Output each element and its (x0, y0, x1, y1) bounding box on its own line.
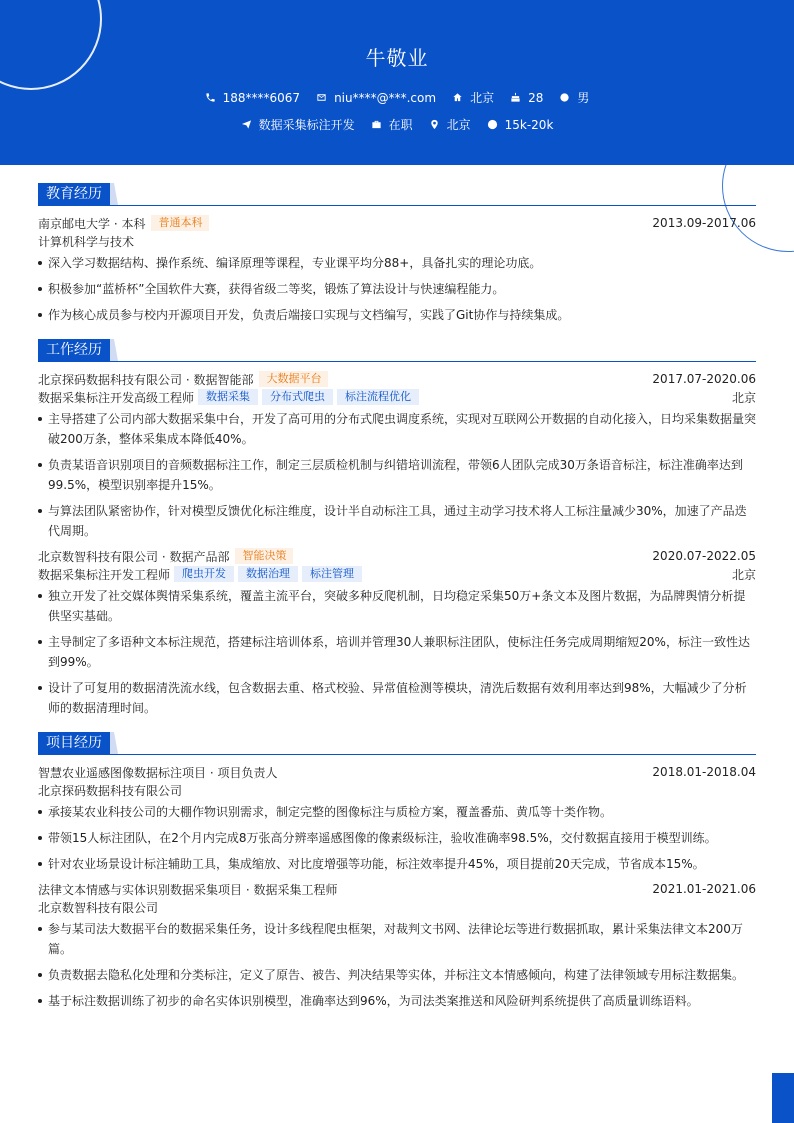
contact-row (0, 89, 794, 106)
company-name: 北京数智科技有限公司 · 数据产品部 (38, 549, 230, 564)
company-name: 北京探码数据科技有限公司 · 数据智能部 (38, 372, 254, 387)
location-text: 北京 (446, 118, 471, 132)
project-bullets (38, 919, 756, 1011)
list-item: 积极参加“蓝桥杯”全国软件大赛，获得省级二等奖，锻炼了算法设计与快速编程能力。 (38, 279, 756, 299)
position-text: 数据采集标注开发 (258, 118, 355, 132)
mail-icon (316, 92, 327, 103)
job-status (371, 116, 413, 133)
salary-text: 15k-20k (504, 117, 554, 132)
job-salary (487, 118, 554, 132)
job-intent-row (0, 116, 794, 133)
age-text: 28 (528, 90, 544, 105)
status-text: 在职 (388, 118, 413, 132)
list-item: 承接某农业科技公司的大棚作物识别需求，制定完整的图像标注与质检方案，覆盖番茄、黄瓜等十类作物。 (38, 802, 756, 822)
list-item: 深入学习数据结构、操作系统、编译原理等课程，专业课平均分88+，具备扎实的理论功底。 (38, 253, 756, 273)
department-badge: 大数据平台 (259, 371, 328, 387)
gender-icon (559, 92, 570, 103)
work-date: 2020.07-2022.05 (652, 549, 756, 563)
email-text: niu****@***.com (334, 90, 437, 105)
project-title: 项目经历 (38, 732, 110, 754)
education-section (38, 183, 756, 325)
work-section (38, 339, 756, 718)
contact-city (452, 89, 494, 106)
project-bullets (38, 802, 756, 874)
major: 计算机科学与技术 (38, 234, 135, 249)
school-name: 南京邮电大学 · 本科 (38, 216, 146, 231)
list-item: 主导制定了多语种文本标注规范，搭建标注培训体系，培训并管理30人兼职标注团队，使标注任务完成周期缩短20%，标注一致性达到99%。 (38, 632, 756, 672)
section-title (38, 732, 756, 755)
department-badge: 智能决策 (235, 548, 293, 564)
project-name: 法律文本情感与实体识别数据采集项目 · 数据采集工程师 (38, 882, 338, 897)
work-bullets (38, 409, 756, 541)
contact-phone (205, 91, 300, 105)
project-entry (38, 880, 756, 1011)
work-title: 工作经历 (38, 339, 110, 361)
resume-body (38, 183, 756, 1025)
job-position (241, 116, 355, 133)
education-bullets (38, 253, 756, 325)
section-title (38, 183, 756, 206)
gender-text: 男 (577, 91, 590, 105)
job-role: 数据采集标注开发工程师 (38, 567, 171, 582)
skill-tag: 标注流程优化 (337, 389, 419, 405)
resume-header (0, 0, 794, 165)
candidate-name: 牛敬业 (365, 46, 429, 70)
list-item: 与算法团队紧密协作，针对模型反馈优化标注维度，设计半自动标注工具，通过主动学习技术将人工标注量减少30%，加速了产品迭代周期。 (38, 501, 756, 541)
skill-tag: 数据治理 (238, 566, 298, 582)
phone-icon (205, 92, 216, 103)
list-item: 负责数据去隐私化处理和分类标注，定义了原告、被告、判决结果等实体，并标注文本情感倾向，构建了法律领域专用标注数据集。 (38, 965, 756, 985)
salary-icon (487, 119, 498, 130)
education-title: 教育经历 (38, 183, 110, 205)
work-date: 2017.07-2020.06 (652, 372, 756, 386)
skill-tag: 标注管理 (302, 566, 362, 582)
degree-badge: 普通本科 (151, 215, 209, 231)
skill-tag: 爬虫开发 (174, 566, 234, 582)
job-role: 数据采集标注开发高级工程师 (38, 390, 195, 405)
list-item: 独立开发了社交媒体舆情采集系统，覆盖主流平台，突破多种反爬机制，日均稳定采集50万+条文本及图片数据，为品牌舆情分析提供坚实基础。 (38, 586, 756, 626)
project-company: 北京数智科技有限公司 (38, 900, 159, 915)
project-date: 2018.01-2018.04 (652, 765, 756, 779)
list-item: 作为核心成员参与校内开源项目开发，负责后端接口实现与文档编写，实践了Git协作与持续集成。 (38, 305, 756, 325)
cake-icon (510, 92, 521, 103)
project-entry (38, 763, 756, 874)
contact-gender (559, 89, 589, 106)
list-item: 参与某司法大数据平台的数据采集任务，设计多线程爬虫框架，对裁判文书网、法律论坛等进行数据抓取，累计采集法律文本200万篇。 (38, 919, 756, 959)
work-entry (38, 370, 756, 541)
project-section (38, 732, 756, 1011)
send-icon (241, 119, 252, 130)
section-title (38, 339, 756, 362)
list-item: 主导搭建了公司内部大数据采集中台，开发了高可用的分布式爬虫调度系统，实现对互联网公开数据的自动化接入，日均采集数据量突破200万条，整体采集成本降低40%。 (38, 409, 756, 449)
list-item: 基于标注数据训练了初步的命名实体识别模型，准确率达到96%，为司法类案推送和风险研判系统提供了高质量训练语料。 (38, 991, 756, 1011)
education-date: 2013.09-2017.06 (652, 216, 756, 230)
location-icon (429, 119, 440, 130)
work-city: 北京 (731, 567, 756, 582)
education-entry (38, 214, 756, 325)
list-item: 针对农业场景设计标注辅助工具，集成缩放、对比度增强等功能，标注效率提升45%，项目提前20天完成，节省成本15%。 (38, 854, 756, 874)
home-icon (452, 92, 463, 103)
contact-age (510, 91, 543, 105)
list-item: 带领15人标注团队，在2个月内完成8万张高分辨率遥感图像的像素级标注，验收准确率98.5%，交付数据直接用于模型训练。 (38, 828, 756, 848)
skill-tag: 分布式爬虫 (262, 389, 333, 405)
city-text: 北京 (470, 91, 495, 105)
briefcase-icon (371, 119, 382, 130)
contact-email (316, 91, 436, 105)
project-company: 北京探码数据科技有限公司 (38, 783, 183, 798)
work-entry (38, 547, 756, 718)
work-bullets (38, 586, 756, 718)
project-name: 智慧农业遥感图像数据标注项目 · 项目负责人 (38, 765, 278, 780)
phone-text: 188****6067 (222, 90, 301, 105)
skill-tag: 数据采集 (198, 389, 258, 405)
job-location (429, 116, 471, 133)
work-city: 北京 (731, 390, 756, 405)
corner-decoration (772, 1073, 794, 1123)
list-item: 设计了可复用的数据清洗流水线，包含数据去重、格式校验、异常值检测等模块，清洗后数据有效利用率达到98%，大幅减少了分析师的数据清理时间。 (38, 678, 756, 718)
list-item: 负责某语音识别项目的音频数据标注工作，制定三层质检机制与纠错培训流程，带领6人团队完成30万条语音标注，标注准确率达到99.5%，模型识别率提升15%。 (38, 455, 756, 495)
project-date: 2021.01-2021.06 (652, 882, 756, 896)
